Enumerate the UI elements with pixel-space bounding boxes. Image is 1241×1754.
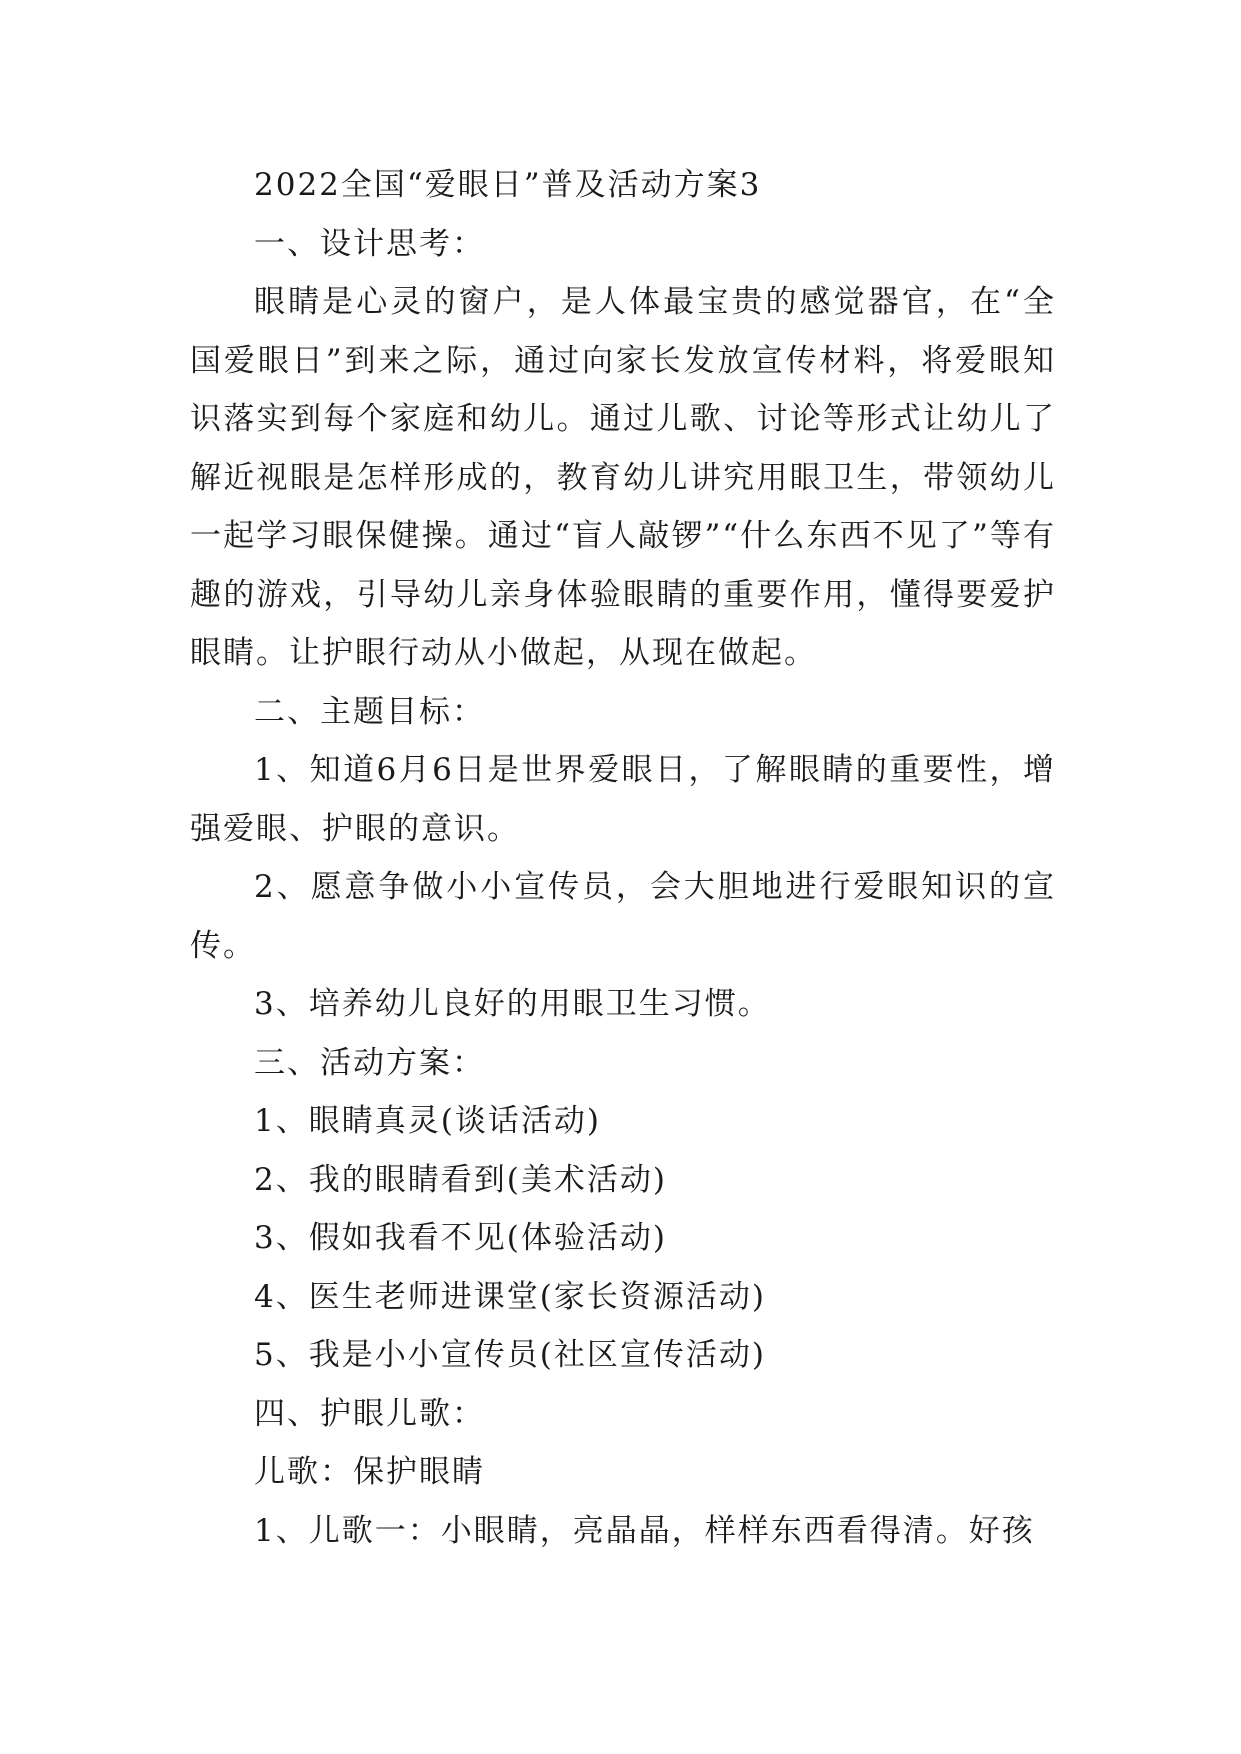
section-heading-goals: 二、主题目标： <box>254 693 485 730</box>
plan-item-5: 5、我是小小宣传员(社区宣传活动) <box>254 1337 766 1373</box>
section-heading-design: 一、设计思考： <box>254 225 485 262</box>
section-heading-plan: 三、活动方案： <box>254 1044 485 1081</box>
document-title: 2022全国“爱眼日”普及活动方案3 <box>254 167 762 203</box>
goal-item-3: 3、培养幼儿良好的用眼卫生习惯。 <box>254 986 771 1022</box>
goal-item-1: 1、知道6月6日是世界爱眼日，了解眼睛的重要性，增强爱眼、护眼的意识。 <box>190 752 1056 847</box>
song-item-1: 1、儿歌一：小眼睛，亮晶晶，样样东西看得清。好孩 <box>254 1512 1035 1549</box>
plan-item-4: 4、医生老师进课堂(家长资源活动) <box>254 1278 766 1315</box>
song-title: 儿歌：保护眼睛 <box>254 1454 485 1490</box>
paragraph-design-text: 眼睛是心灵的窗户，是人体最宝贵的感觉器官，在“全国爱眼日”到来之际，通过向家长发放宣传材料，将爱眼知识落实到每个家庭和幼儿。通过儿歌、讨论等形式让幼儿了解近视眼是怎样形成的，教育幼儿讲究用眼卫生，带领幼儿一起学习眼保健操。通过“盲人敲锣”“什么东西不见了”等有趣的游戏，引导幼儿亲身体验眼睛的重要作用，懂得要爱护眼睛。让护眼行动从小做起，从现在做起。 <box>190 284 1056 671</box>
section-heading-songs: 四、护眼儿歌： <box>254 1395 485 1432</box>
document-body <box>190 156 1056 1560</box>
plan-item-2: 2、我的眼睛看到(美术活动) <box>254 1161 667 1198</box>
plan-item-1: 1、眼睛真灵(谈话活动) <box>254 1103 601 1139</box>
goal-item-2: 2、愿意争做小小宣传员，会大胆地进行爱眼知识的宣传。 <box>190 869 1056 964</box>
plan-item-3: 3、假如我看不见(体验活动) <box>254 1220 667 1256</box>
